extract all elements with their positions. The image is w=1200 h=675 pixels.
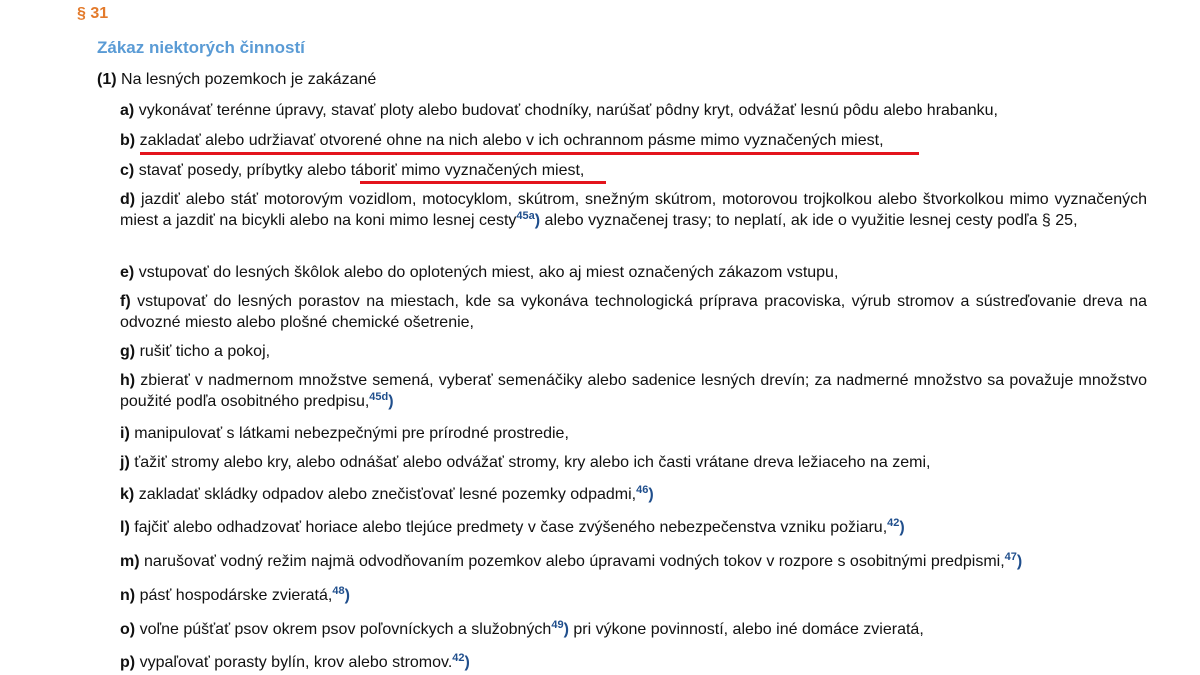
footnote-ref-number: 45a	[516, 210, 535, 222]
section-number: § 31	[77, 5, 109, 22]
list-item-i	[120, 423, 1147, 444]
item-letter: j)	[120, 454, 130, 471]
list-item-l	[120, 517, 1147, 538]
item-text: zbierať v nadmernom množstve semená, vyberať semenáčiky alebo sadenice lesných drevín; za nadmerné množstvo sa považuje množstvo použité podľa osobitného predpisu,	[120, 372, 1147, 410]
list-item-f	[120, 291, 1147, 333]
list-item-b	[120, 130, 1147, 151]
footnote-ref-number: 48	[332, 585, 345, 597]
footnote-ref-close: )	[388, 393, 394, 410]
list-item-n	[120, 585, 1147, 606]
item-letter: p)	[120, 654, 136, 671]
list-item-p	[120, 652, 1147, 673]
item-letter: l)	[120, 519, 130, 536]
footnote-ref[interactable]	[516, 212, 540, 229]
footnote-ref-close: )	[648, 486, 654, 503]
footnote-ref-close: )	[534, 212, 541, 229]
footnote-ref-number: 45d	[369, 391, 389, 403]
item-text: ťažiť stromy alebo kry, alebo odnášať alebo odvážať stromy, kry alebo ich časti vrátane dreva ležiaceho na zemi,	[134, 454, 931, 471]
item-letter: e)	[120, 264, 135, 281]
item-text: vykonávať terénne úpravy, stavať ploty alebo budovať chodníky, narúšať pôdny kryt, odvážať lesnú pôdu alebo hrabanku,	[138, 102, 998, 119]
list-item-o	[120, 619, 1147, 640]
item-text: zakladať alebo udržiavať otvorené ohne na nich alebo v ich ochrannom pásme mimo vyznačených miest,	[139, 132, 884, 149]
item-text-part1: voľne púšťať psov okrem psov poľovníckych a služobných	[139, 621, 552, 638]
footnote-ref-number: 49	[551, 619, 564, 631]
list-item-g	[120, 341, 1147, 362]
item-text-part2: pri výkone povinností, alebo iné domáce zvieratá,	[568, 621, 924, 638]
footnote-ref[interactable]	[551, 621, 569, 638]
item-text: rušiť ticho a pokoj,	[139, 343, 271, 360]
paragraph-text: Na lesných pozemkoch je zakázané	[121, 71, 377, 88]
item-text: zakladať skládky odpadov alebo znečisťovať lesné pozemky odpadmi,	[138, 486, 637, 503]
item-letter: m)	[120, 553, 140, 570]
item-letter: a)	[120, 102, 135, 119]
section-title: Zákaz niektorých činností	[97, 38, 305, 57]
item-letter: n)	[120, 587, 136, 604]
item-text: fajčiť alebo odhadzovať horiace alebo tlejúce predmety v čase zvýšeného nebezpečenstva vzniku požiaru,	[134, 519, 888, 536]
footnote-ref-number: 47	[1004, 551, 1017, 563]
footnote-ref-close: )	[563, 621, 569, 638]
item-letter: b)	[120, 132, 136, 149]
item-text: pásť hospodárske zvieratá,	[139, 587, 333, 604]
footnote-ref-close: )	[344, 587, 350, 604]
paragraph-label: (1)	[97, 71, 117, 88]
footnote-ref-close: )	[899, 519, 905, 536]
list-item-d	[120, 189, 1147, 231]
footnote-ref[interactable]	[887, 519, 905, 536]
list-item-e	[120, 262, 1147, 283]
list-item-h	[120, 370, 1147, 412]
list-item-a	[120, 100, 1147, 121]
footnote-ref[interactable]	[452, 654, 470, 671]
list-item-j	[120, 452, 1147, 473]
item-text: vstupovať do lesných škôlok alebo do oplotených miest, ako aj miest označených zákazom vstupu,	[138, 264, 839, 281]
footnote-ref[interactable]	[1005, 553, 1023, 570]
item-text: stavať posedy, príbytky alebo táboriť mimo vyznačených miest,	[138, 162, 585, 179]
footnote-ref-close: )	[464, 654, 470, 671]
footnote-ref-number: 46	[636, 484, 649, 496]
footnote-ref-number: 42	[887, 517, 900, 529]
footnote-ref-close: )	[1016, 553, 1023, 570]
list-item-m	[120, 551, 1147, 572]
footnote-ref[interactable]	[332, 587, 350, 604]
item-text: vypaľovať porasty bylín, krov alebo stromov.	[139, 654, 453, 671]
item-text-part2: alebo vyznačenej trasy; to neplatí, ak ide o využitie lesnej cesty podľa § 25,	[540, 212, 1078, 229]
item-letter: o)	[120, 621, 136, 638]
highlight-underline-b	[140, 152, 919, 155]
item-letter: f)	[120, 293, 131, 310]
paragraph-intro	[97, 71, 376, 89]
highlight-underline-c	[360, 181, 606, 184]
footnote-ref[interactable]	[636, 486, 654, 503]
item-letter: g)	[120, 343, 136, 360]
item-text: vstupovať do lesných porastov na miestach, kde sa vykonáva technologická príprava pracoviska, výrub stromov a sústreďovanie dreva na odvozné miesto alebo plošné chemické ošetrenie,	[120, 293, 1147, 331]
item-text: narušovať vodný režim najmä odvodňovaním pozemkov alebo úpravami vodných tokov v rozpore s osobitnými predpismi,	[144, 553, 1005, 570]
item-letter: c)	[120, 162, 135, 179]
item-letter: i)	[120, 425, 130, 442]
footnote-ref[interactable]	[369, 393, 393, 410]
footnote-ref-number: 42	[452, 652, 465, 664]
item-letter: k)	[120, 486, 135, 503]
item-text-part1: jazdiť alebo stáť motorovým vozidlom, motocyklom, skútrom, snežným skútrom, motorovou trojkolkou alebo štvorkolkou mimo vyznačených miest a jazdiť na bicykli alebo na koni mimo lesnej cesty	[120, 191, 1147, 229]
item-letter: d)	[120, 191, 136, 208]
item-text: manipulovať s látkami nebezpečnými pre prírodné prostredie,	[134, 425, 569, 442]
list-item-c	[120, 160, 1147, 181]
list-item-k	[120, 484, 1147, 505]
item-letter: h)	[120, 372, 136, 389]
